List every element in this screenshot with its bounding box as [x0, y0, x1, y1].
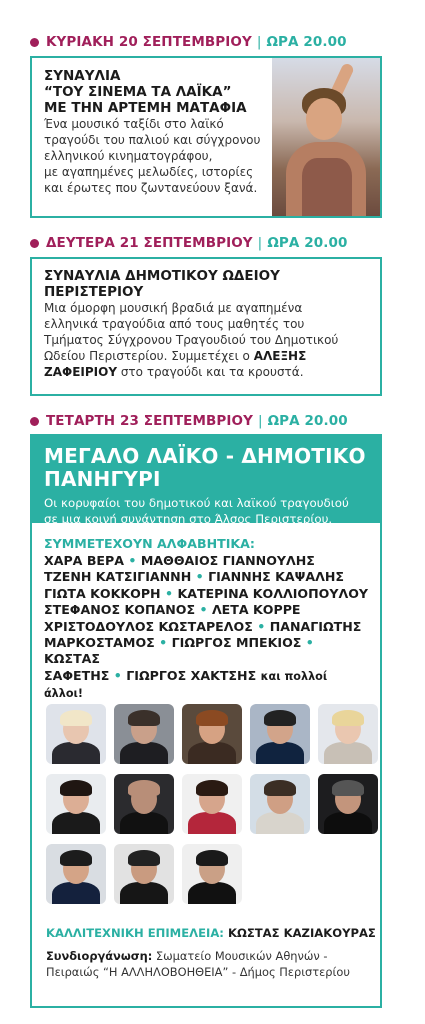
festival-description-line: σε μια κοινή συνάντηση στο Άλσος Περιστερίου. [44, 512, 333, 526]
event-card [30, 257, 382, 396]
event-description-line: Τμήματος Σύγχρονου Τραγουδιού του Δημοτικού [44, 333, 339, 347]
performers-line [44, 635, 370, 668]
event-description [44, 300, 370, 380]
event-title-line: ΣΥΝΑΥΛΙΑ [44, 68, 121, 84]
event-date-line [30, 411, 348, 431]
performer-name: ΣΑΦΕΤΗΣ [44, 667, 110, 683]
performer-photo [182, 774, 242, 834]
separator: | [257, 413, 263, 429]
bullet-separator: • [305, 635, 314, 651]
event-description-line [44, 364, 370, 380]
performer-name: ΓΙΩΡΓΟΣ ΧΑΚΤΣΗΣ [126, 667, 257, 683]
organizers-text: Σωματείο Μουσικών Αθηνών - [152, 949, 328, 963]
event-description-line: με αγαπημένες μελωδίες, ιστορίες [44, 165, 254, 179]
event-day: ΔΕΥΤΕΡΑ 21 ΣΕΠΤΕΜΒΡΙΟΥ [46, 235, 253, 251]
event-description-line: Ένα μουσικό ταξίδι στο λαϊκό [44, 117, 224, 131]
event-title [44, 68, 294, 116]
separator: | [257, 235, 263, 251]
performers-line [44, 586, 370, 602]
festival-title-line: ΠΑΝΗΓΥΡΙ [44, 467, 161, 491]
organizers [46, 948, 376, 980]
event-title-line: ΜΕ ΤΗΝ ΑΡΤΕΜΗ ΜΑΤΑΦΙΑ [44, 100, 247, 116]
festival-title-line: ΜΕΓΑΛΟ ΛΑΪΚΟ - ΔΗΜΟΤΙΚΟ [44, 444, 366, 468]
performer-name: ΓΙΑΝΝΗΣ ΚΑΨΑΛΗΣ [208, 569, 345, 585]
festival-title [44, 445, 368, 491]
artistic-direction [46, 926, 376, 940]
festival-banner [32, 436, 380, 526]
performer-photo [46, 704, 106, 764]
singer-photo [272, 58, 380, 216]
performer-name: ΓΙΩΤΑ ΚΟΚΚΟΡΗ [44, 585, 161, 601]
event-title-line: ΣΥΝΑΥΛΙΑ ΔΗΜΟΤΙΚΟΥ ΩΔΕΙΟΥ [44, 268, 280, 284]
performer-name: ΠΑΝΑΓΙΩΤΗΣ [269, 618, 362, 634]
bullet-separator: • [159, 635, 168, 651]
performers-line [44, 668, 370, 703]
bullet-separator: • [257, 618, 266, 634]
event-description-line: Μια όμορφη μουσική βραδιά με αγαπημένα [44, 301, 303, 315]
event-title [44, 268, 370, 300]
event-date-line [30, 233, 347, 253]
event-day: ΚΥΡΙΑΚΗ 20 ΣΕΠΤΕΜΒΡΙΟΥ [46, 34, 252, 50]
more-performers-text: και πολλοί άλλοι! [44, 669, 328, 701]
festival-description-line: Οι κορυφαίοι του δημοτικού και λαϊκού τραγουδιού [44, 496, 349, 510]
performer-name: ΛΕΤΑ ΚΟΡΡΕ [211, 602, 301, 618]
performer-photo [250, 774, 310, 834]
event-time: ΩΡΑ 20.00 [267, 235, 348, 251]
organizers-line: Πειραιώς “Η ΑΛΛΗΛΟΒΟΗΘΕΙΑ” - Δήμος Περιστερίου [46, 965, 350, 979]
credits [46, 926, 376, 980]
festival-card [30, 434, 382, 1008]
performers-line [44, 619, 370, 635]
performer-name: ΖΑΦΕΙΡΙΟΥ [44, 365, 118, 379]
organizers-line [46, 948, 376, 964]
event-description-line [44, 348, 370, 364]
performer-photo [114, 844, 174, 904]
performer-name: ΧΑΡΑ ΒΕΡΑ [44, 553, 124, 568]
description-text: Ωδείου Περιστερίου. Συμμετέχει ο [44, 349, 254, 363]
bullet-separator: • [199, 602, 208, 618]
performer-photo [182, 844, 242, 904]
performer-photo [46, 774, 106, 834]
event-time: ΩΡΑ 20.00 [267, 413, 348, 429]
performer-name: ΜΑΡΚΟΣΤΑΜΟΣ [44, 635, 155, 651]
event-description-line: ελληνικού κινηματογράφου, [44, 149, 213, 163]
performer-photo [114, 704, 174, 764]
event-description-line: ελληνικά τραγούδια από τους μαθητές του [44, 317, 305, 331]
event-title-line: ΠΕΡΙΣΤΕΡΙΟΥ [44, 284, 144, 300]
performer-name: ΓΙΩΡΓΟΣ ΜΠΕΚΙΟΣ [171, 635, 302, 651]
performers-line [44, 569, 370, 585]
event-card [30, 56, 382, 218]
performers-line [44, 602, 370, 618]
event-description [44, 116, 294, 196]
performers-line [44, 553, 370, 569]
performer-photo [250, 704, 310, 764]
bullet-separator: • [165, 585, 174, 601]
performer-photo [318, 774, 378, 834]
bullet-dot-icon [30, 38, 39, 47]
performers-list [44, 553, 370, 703]
event-description-line: τραγούδι του παλιού και σύγχρονου [44, 133, 261, 147]
festival-description [44, 495, 368, 527]
performer-name: ΚΑΤΕΡΙΝΑ ΚΟΛΛΙΟΠΟΥΛΟΥ [177, 585, 369, 601]
organizers-label: Συνδιοργάνωση: [46, 949, 153, 963]
performer-name: ΤΖΕΝΗ ΚΑΤΣΙΓΙΑΝΝΗ [44, 569, 192, 585]
event-day: ΤΕΤΑΡΤΗ 23 ΣΕΠΤΕΜΒΡΙΟΥ [46, 413, 253, 429]
bullet-dot-icon [30, 239, 39, 248]
artistic-direction-label: ΚΑΛΛΙΤΕΧΝΙΚΗ ΕΠΙΜΕΛΕΙΑ: [46, 926, 224, 940]
event-time: ΩΡΑ 20.00 [266, 34, 347, 50]
performer-name: ΣΤΕΦΑΝΟΣ ΚΟΠΑΝΟΣ [44, 602, 196, 618]
artistic-director-name: ΚΩΣΤΑΣ ΚΑΖΙΑΚΟΥΡΑΣ [227, 926, 376, 940]
event-title-line: “ΤΟΥ ΣΙΝΕΜΑ ΤΑ ΛΑΪΚΑ” [44, 84, 232, 100]
bullet-separator: • [113, 667, 122, 683]
performer-photo [46, 844, 106, 904]
separator: | [256, 34, 262, 50]
performer-photo [318, 704, 378, 764]
bullet-dot-icon [30, 417, 39, 426]
bullet-separator: • [195, 569, 204, 585]
performer-photo [182, 704, 242, 764]
performer-name: ΑΛΕΞΗΣ [253, 349, 307, 363]
bullet-separator: • [128, 553, 137, 568]
event-date-line [30, 32, 347, 52]
performer-name: ΧΡΙΣΤΟΔΟΥΛΟΣ ΚΩΣΤΑΡΕΛΟΣ [44, 618, 253, 634]
event-description-line: και έρωτες που ζωντανεύουν ξανά. [44, 181, 258, 195]
participants-heading: ΣΥΜΜΕΤΕΧΟΥΝ ΑΛΦΑΒΗΤΙΚΑ: [44, 536, 255, 551]
performer-photo [114, 774, 174, 834]
performer-name: ΚΩΣΤΑΣ [44, 651, 101, 667]
description-text: στο τραγούδι και τα κρουστά. [117, 365, 304, 379]
performer-name: ΜΑΘΘΑΙΟΣ ΓΙΑΝΝΟΥΛΗΣ [140, 553, 315, 568]
